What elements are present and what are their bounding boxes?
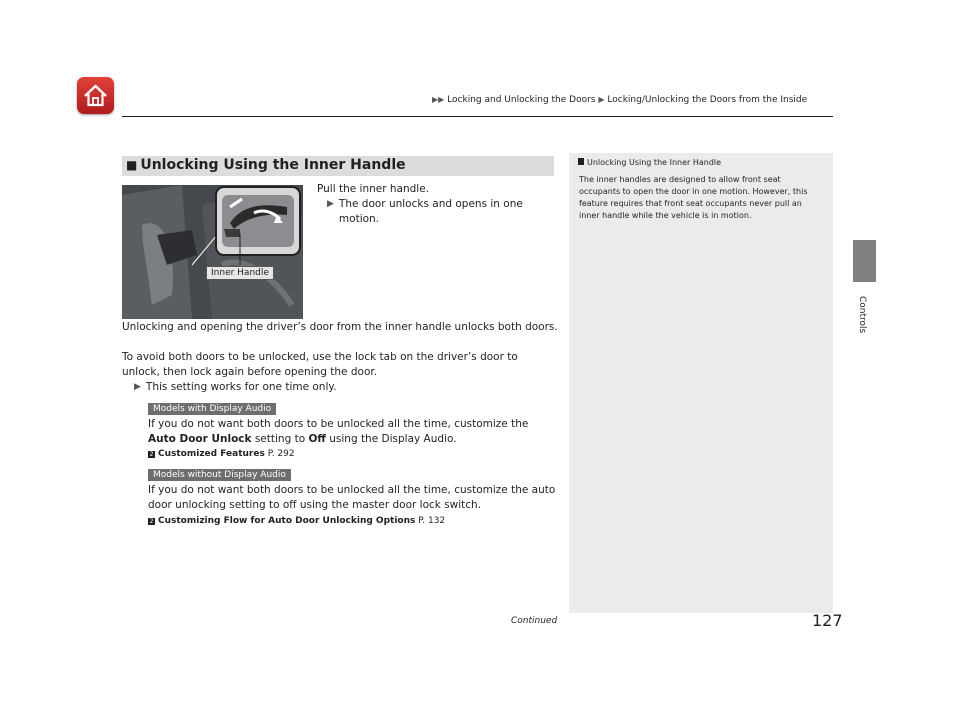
door-interior-drawing <box>122 185 303 319</box>
master-switch-instruction: If you do not want both doors to be unlocked all the time, customize the auto door unlocking setting to off using the master door lock switch. <box>148 484 556 511</box>
home-button[interactable] <box>77 77 114 114</box>
cross-reference-link[interactable]: 2 Customized Features P. 292 <box>149 449 295 459</box>
breadcrumb <box>432 95 807 105</box>
model-tag-with-display-audio: Models with Display Audio <box>148 403 276 415</box>
result-arrow-icon: ▶ <box>327 199 334 209</box>
continued-label: Continued <box>511 616 558 626</box>
section-title: ■ Unlocking Using the Inner Handle <box>126 157 406 173</box>
square-bullet-icon: ■ <box>126 158 138 172</box>
breadcrumb-arrow-icon: ▶ <box>598 95 605 104</box>
side-note-title: Unlocking Using the Inner Handle <box>578 158 721 167</box>
paragraph-both-doors: Unlocking and opening the driver’s door from the inner handle unlocks both doors. <box>122 321 558 333</box>
breadcrumb-link-2[interactable]: Locking/Unlocking the Doors from the Inside <box>607 95 808 105</box>
display-audio-instruction: If you do not want both doors to be unlocked all the time, customize the Auto Door Unlock setting to Off using the Display Audio. <box>148 418 529 445</box>
side-note-body: The inner handles are designed to allow front seat occupants to open the door in one motion. However, this feature requires that front seat occupants never pull an inner handle while the vehicle is in motion. <box>579 175 808 220</box>
one-time-note: ▶ This setting works for one time only. <box>134 381 337 393</box>
header-divider <box>122 116 833 117</box>
note-arrow-icon: ▶ <box>134 382 141 392</box>
note-marker-icon <box>578 158 584 165</box>
home-icon <box>77 77 114 114</box>
paragraph-lock-tab: To avoid both doors to be unlocked, use the lock tab on the driver’s door to unlock, then lock again before opening the door. <box>122 351 518 378</box>
chapter-tab[interactable] <box>853 240 876 282</box>
cross-reference-icon: 2 <box>149 518 154 525</box>
page-number: 127 <box>812 611 843 630</box>
model-tag-without-display-audio: Models without Display Audio <box>148 469 291 481</box>
side-note-panel <box>569 153 833 613</box>
cross-reference-icon: 2 <box>149 451 154 458</box>
inner-handle-illustration <box>122 185 303 319</box>
breadcrumb-link-1[interactable]: Locking and Unlocking the Doors <box>447 95 596 105</box>
breadcrumb-arrow-icon: ▶▶ <box>432 95 445 104</box>
step-instruction: Pull the inner handle. <box>317 183 430 195</box>
step-result: ▶ The door unlocks and opens in one motion. <box>327 198 523 225</box>
chapter-tab-label[interactable]: Controls <box>857 296 867 334</box>
cross-reference-link[interactable]: 2 Customizing Flow for Auto Door Unlocking Options P. 132 <box>149 516 446 526</box>
inner-handle-callout: Inner Handle <box>206 266 274 280</box>
